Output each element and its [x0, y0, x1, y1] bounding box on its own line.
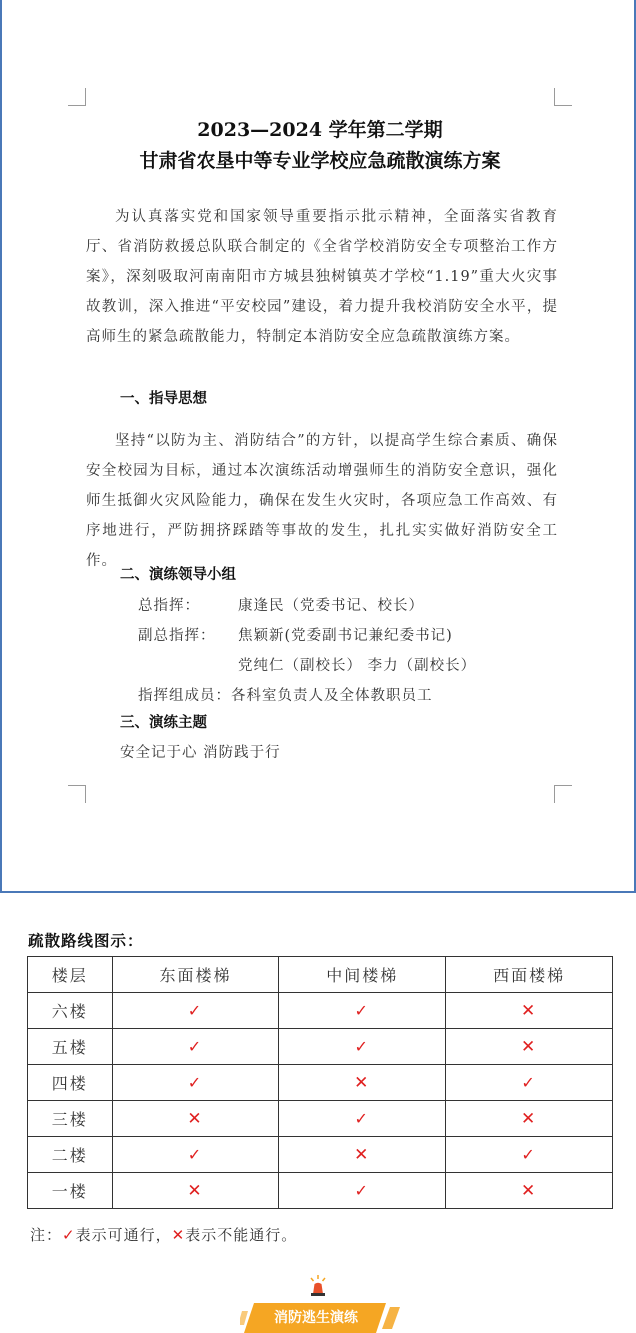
page-corner-mark: [554, 88, 572, 106]
column-header: 东面楼梯: [112, 957, 279, 993]
route-cell: [279, 1065, 446, 1101]
check-icon: ✓: [521, 1073, 537, 1092]
paragraph-line: 确保安全校园为目标，通过本次演练活动增强师生的消防安全意: [86, 433, 559, 479]
route-cell: [279, 993, 446, 1029]
route-cell: [446, 1137, 613, 1173]
banner-label: 消防逃生演练: [274, 1310, 358, 1326]
route-cell: [112, 1065, 279, 1101]
document-title-line2: 甘肃省农垦中等专业学校应急疏散演练方案: [139, 150, 501, 172]
cross-icon: ✕: [520, 1180, 538, 1201]
floor-cell: 一楼: [28, 1173, 113, 1209]
cross-icon: ✕: [520, 1108, 538, 1129]
floor-cell: 二楼: [28, 1137, 113, 1173]
page-corner-mark: [554, 785, 572, 803]
page-corner-mark: [68, 785, 86, 803]
command-group-members: 指挥组成员：各科室负责人及全体教职员工: [138, 688, 433, 704]
paragraph-line: 工作高效、有序地进行，严防拥挤踩踏等事故的发生，扎扎实实: [86, 493, 559, 539]
route-cell: [112, 1173, 279, 1209]
check-icon: ✓: [354, 1001, 370, 1020]
table-header-row: [28, 957, 613, 993]
table-row: [28, 1137, 613, 1173]
drill-theme: 安全记于心 消防践于行: [120, 745, 281, 761]
check-icon: ✓: [187, 1037, 204, 1056]
check-icon: ✓: [187, 1073, 204, 1092]
check-icon: ✓: [354, 1181, 370, 1200]
section-heading-leadership-group: 二、演练领导小组: [120, 567, 236, 583]
route-cell: [112, 1101, 279, 1137]
check-icon: ✓: [62, 1226, 76, 1244]
chief-commander-value: 康逢民（党委书记、校长）: [238, 598, 424, 614]
floor-cell: 四楼: [28, 1065, 113, 1101]
route-cell: [279, 1101, 446, 1137]
table-row: [28, 1065, 613, 1101]
route-cell: [112, 1029, 279, 1065]
paragraph-line: 识，强化师生抵御火灾风险能力，确保在发生火灾时，各项应急: [86, 463, 559, 509]
cross-icon: ✕: [171, 1226, 186, 1244]
intro-line: 急疏散演练方案。: [396, 329, 520, 345]
route-cell: [446, 1101, 613, 1137]
intro-line: 重大火灾事故教训，深入推进“平安校园”建设，着力提升我校: [86, 269, 559, 315]
table-row: [28, 1101, 613, 1137]
column-header: 中间楼梯: [279, 957, 446, 993]
check-icon: ✓: [354, 1109, 370, 1128]
cross-icon: ✕: [354, 1072, 371, 1093]
intro-line: 为认真落实党和国家领导重要指示批示精神，全面落实省教: [115, 209, 543, 225]
route-cell: [446, 1173, 613, 1209]
check-icon: ✓: [187, 1145, 204, 1164]
cross-icon: ✕: [520, 1000, 538, 1021]
evacuation-route-title: 疏散路线图示：: [28, 931, 144, 950]
section-heading-guiding-ideology: 一、指导思想: [120, 391, 207, 407]
floor-cell: 三楼: [28, 1101, 113, 1137]
document-title-line1: 2023—2024 学年第二学期: [197, 119, 443, 141]
check-icon: ✓: [354, 1037, 370, 1056]
floor-cell: 五楼: [28, 1029, 113, 1065]
page-corner-mark: [68, 88, 86, 106]
check-icon: ✓: [187, 1001, 204, 1020]
paragraph-line: 坚持“以防为主、消防结合”的方针，以提高学生综合素质、: [115, 433, 527, 449]
section-heading-theme: 三、演练主题: [120, 715, 207, 731]
deputy-commander-value: 党纯仁（副校长） 李力（副校长）: [238, 658, 477, 674]
route-cell: [279, 1137, 446, 1173]
intro-line: 消防安全水平，提高师生的紧急疏散能力，特制定本消防安全应: [86, 299, 559, 345]
evacuation-route-table: [27, 956, 613, 1209]
paragraph-line: 做好消防安全工作。: [86, 523, 559, 569]
note-cross-text: 表示不能通行。: [185, 1226, 298, 1244]
floor-cell: 六楼: [28, 993, 113, 1029]
check-icon: ✓: [521, 1145, 537, 1164]
cross-icon: ✕: [187, 1108, 204, 1129]
route-cell: [279, 1029, 446, 1065]
table-row: [28, 993, 613, 1029]
route-cell: [279, 1173, 446, 1209]
guiding-ideology-paragraph: [86, 426, 558, 576]
column-header: 西面楼梯: [446, 957, 613, 993]
cross-icon: ✕: [354, 1144, 371, 1165]
route-cell: [112, 993, 279, 1029]
route-cell: [446, 1029, 613, 1065]
intro-paragraph: [86, 202, 558, 352]
route-cell: [112, 1137, 279, 1173]
route-cell: [446, 1065, 613, 1101]
intro-line: 工作方案》，深刻吸取河南南阳市方城县独树镇英才学校“1.19”: [86, 239, 558, 285]
route-cell: [446, 993, 613, 1029]
fire-alarm-icon: [308, 1274, 328, 1296]
cross-icon: ✕: [187, 1180, 204, 1201]
legend-note: [30, 1224, 297, 1245]
chief-commander-label: 总指挥：: [138, 598, 200, 614]
cross-icon: ✕: [520, 1036, 538, 1057]
deputy-commander-label: 副总指挥：: [138, 628, 216, 644]
note-check-text: 表示可通行，: [75, 1226, 172, 1244]
deputy-commander-value: 焦颖新(党委副书记兼纪委书记): [238, 628, 453, 644]
note-prefix: 注：: [30, 1226, 63, 1244]
table-row: [28, 1029, 613, 1065]
column-header: 楼层: [28, 957, 113, 993]
intro-line: 育厅、省消防救援总队联合制定的《全省学校消防安全专项整治: [86, 209, 558, 255]
table-row: [28, 1173, 613, 1209]
